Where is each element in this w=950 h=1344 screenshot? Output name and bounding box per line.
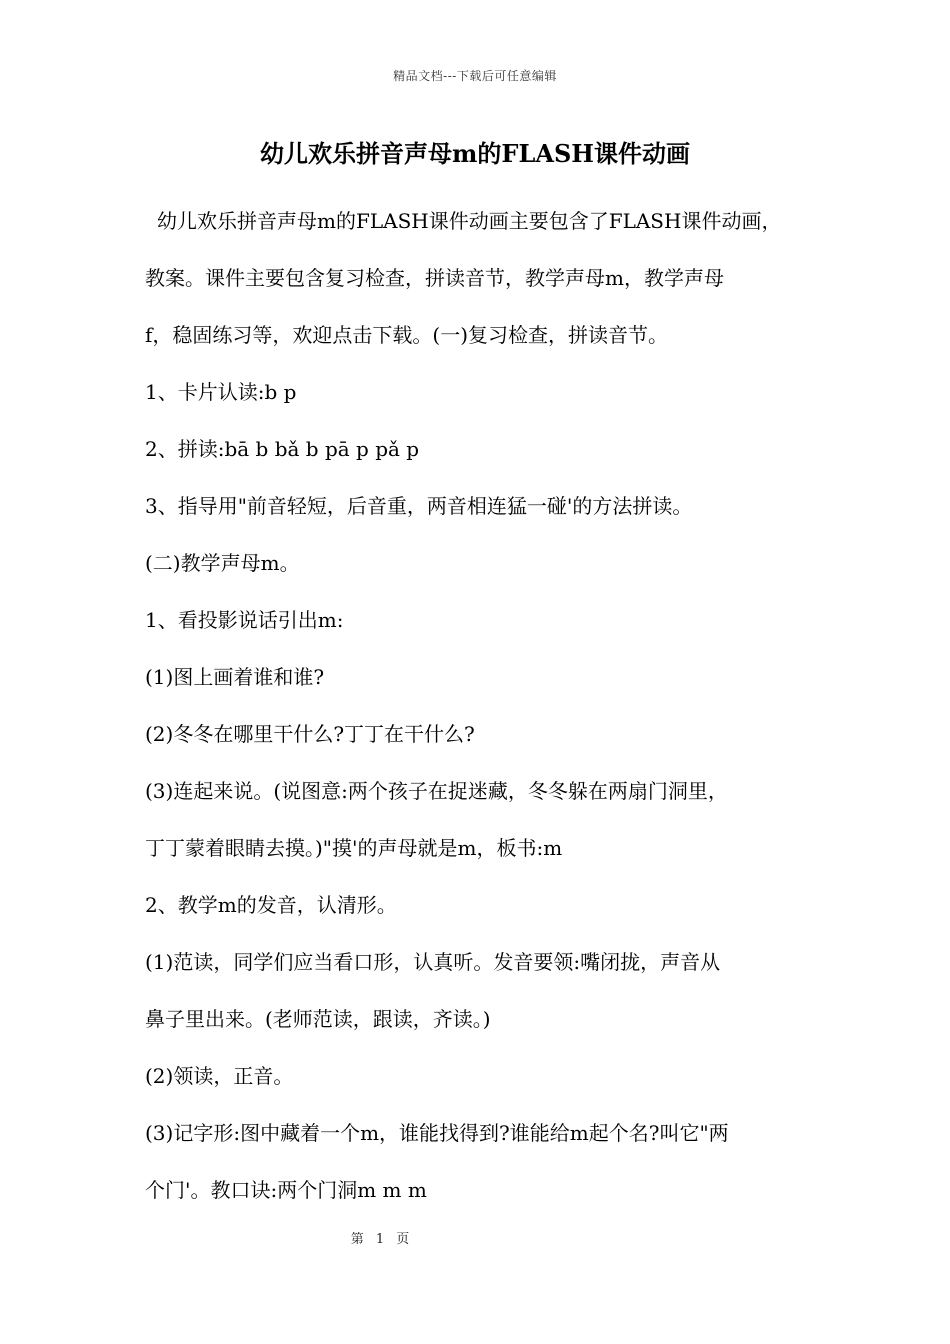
page-number: 1 <box>375 1232 385 1247</box>
paragraph-line: 丁丁蒙着眼睛去摸。)"摸'的声母就是m，板书:m <box>145 836 563 860</box>
paragraph-line: 3、指导用"前音轻短，后音重，两音相连猛一碰'的方法拼读。 <box>145 494 693 518</box>
paragraph-line: 2、教学m的发音，认清形。 <box>145 893 397 917</box>
paragraph-line: (3)连起来说。(说图意:两个孩子在捉迷藏，冬冬躲在两扇门洞里， <box>145 779 728 803</box>
page-header: 精品文档---下载后可任意编辑 <box>393 69 557 83</box>
paragraph-line: (2)领读，正音。 <box>145 1064 294 1088</box>
page-number-suffix: 页 <box>396 1232 410 1247</box>
paragraph-line: (1)范读，同学们应当看口形，认真听。发音要领:嘴闭拢，声音从 <box>145 950 721 974</box>
paragraph-line: 1、看投影说话引出m: <box>145 608 344 632</box>
paragraph-line: 教案。课件主要包含复习检查，拼读音节，教学声母m，教学声母 <box>145 266 724 290</box>
paragraph-line: 1、卡片认读:b p <box>145 380 297 404</box>
page-footer <box>0 1228 760 1247</box>
paragraph-line: 幼儿欢乐拼音声母m的FLASH课件动画主要包含了FLASH课件动画， <box>157 209 782 233</box>
paragraph-line: (3)记字形:图中藏着一个m，谁能找得到?谁能给m起个名?叫它"两 <box>145 1121 729 1145</box>
paragraph-line: f，稳固练习等，欢迎点击下载。(一)复习检查，拼读音节。 <box>145 323 669 347</box>
paragraph-line: 2、拼读:bā b bǎ b pā p pǎ p <box>145 437 420 461</box>
document-body <box>145 195 835 1221</box>
document-title: 幼儿欢乐拼音声母m的FLASH课件动画 <box>260 139 690 168</box>
paragraph-line: (2)冬冬在哪里干什么?丁丁在干什么? <box>145 722 475 746</box>
paragraph-line: 个门'。教口诀:两个门洞m m m <box>145 1178 427 1202</box>
paragraph-line: (1)图上画着谁和谁? <box>145 665 325 689</box>
page-number-prefix: 第 <box>350 1232 364 1247</box>
paragraph-line: (二)教学声母m。 <box>145 551 300 575</box>
paragraph-line: 鼻子里出来。(老师范读，跟读，齐读。) <box>145 1007 491 1031</box>
